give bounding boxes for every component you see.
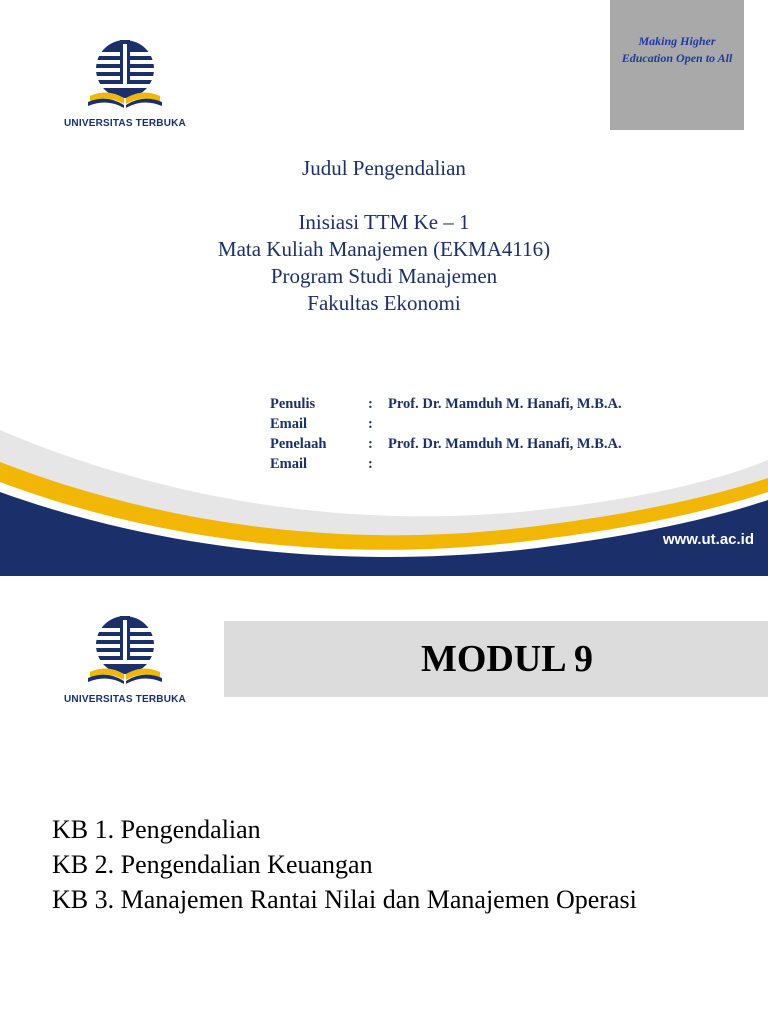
info-label: Penulis — [270, 396, 316, 412]
info-row — [270, 434, 622, 454]
logo-text: UNIVERSITAS TERBUKA — [64, 694, 186, 705]
ut-emblem-icon — [60, 614, 190, 692]
info-label: Email — [270, 456, 308, 472]
info-row — [270, 414, 622, 434]
info-colon: : — [368, 396, 373, 412]
info-colon: : — [368, 436, 373, 452]
ut-emblem-icon — [60, 38, 190, 116]
info-label: Email — [270, 416, 308, 432]
title-block — [0, 155, 768, 317]
ut-logo — [60, 38, 190, 129]
info-row — [270, 454, 622, 474]
content-slide — [0, 576, 768, 1024]
info-row — [270, 394, 622, 414]
info-label: Penelaah — [270, 436, 327, 452]
list-item: KB 2. Pengendalian Keuangan — [52, 850, 373, 879]
slide-title: Judul Pengendalian — [302, 156, 466, 180]
subtitle-line-2: Mata Kuliah Manajemen (EKMA4116) — [217, 237, 551, 261]
kb-list — [52, 812, 637, 917]
author-info — [270, 394, 622, 474]
tagline: Making Higher Education Open to All — [621, 34, 733, 65]
ut-logo — [60, 614, 190, 705]
info-colon: : — [368, 456, 373, 472]
info-value: Prof. Dr. Mamduh M. Hanafi, M.B.A. — [388, 396, 622, 412]
modul-header — [224, 621, 768, 697]
logo-text: UNIVERSITAS TERBUKA — [64, 118, 186, 129]
tagline-box — [610, 0, 744, 130]
modul-title: MODUL 9 — [420, 638, 594, 680]
website-link[interactable]: www.ut.ac.id — [662, 531, 754, 548]
list-item: KB 1. Pengendalian — [52, 815, 261, 844]
list-item: KB 3. Manajemen Rantai Nilai dan Manajemen Operasi — [52, 885, 637, 914]
info-value: Prof. Dr. Mamduh M. Hanafi, M.B.A. — [388, 436, 622, 452]
subtitle-line-4: Fakultas Ekonomi — [307, 291, 461, 315]
info-colon: : — [368, 416, 373, 432]
subtitle-line-3: Program Studi Manajemen — [270, 264, 498, 288]
subtitle-line-1: Inisiasi TTM Ke – 1 — [298, 210, 470, 234]
